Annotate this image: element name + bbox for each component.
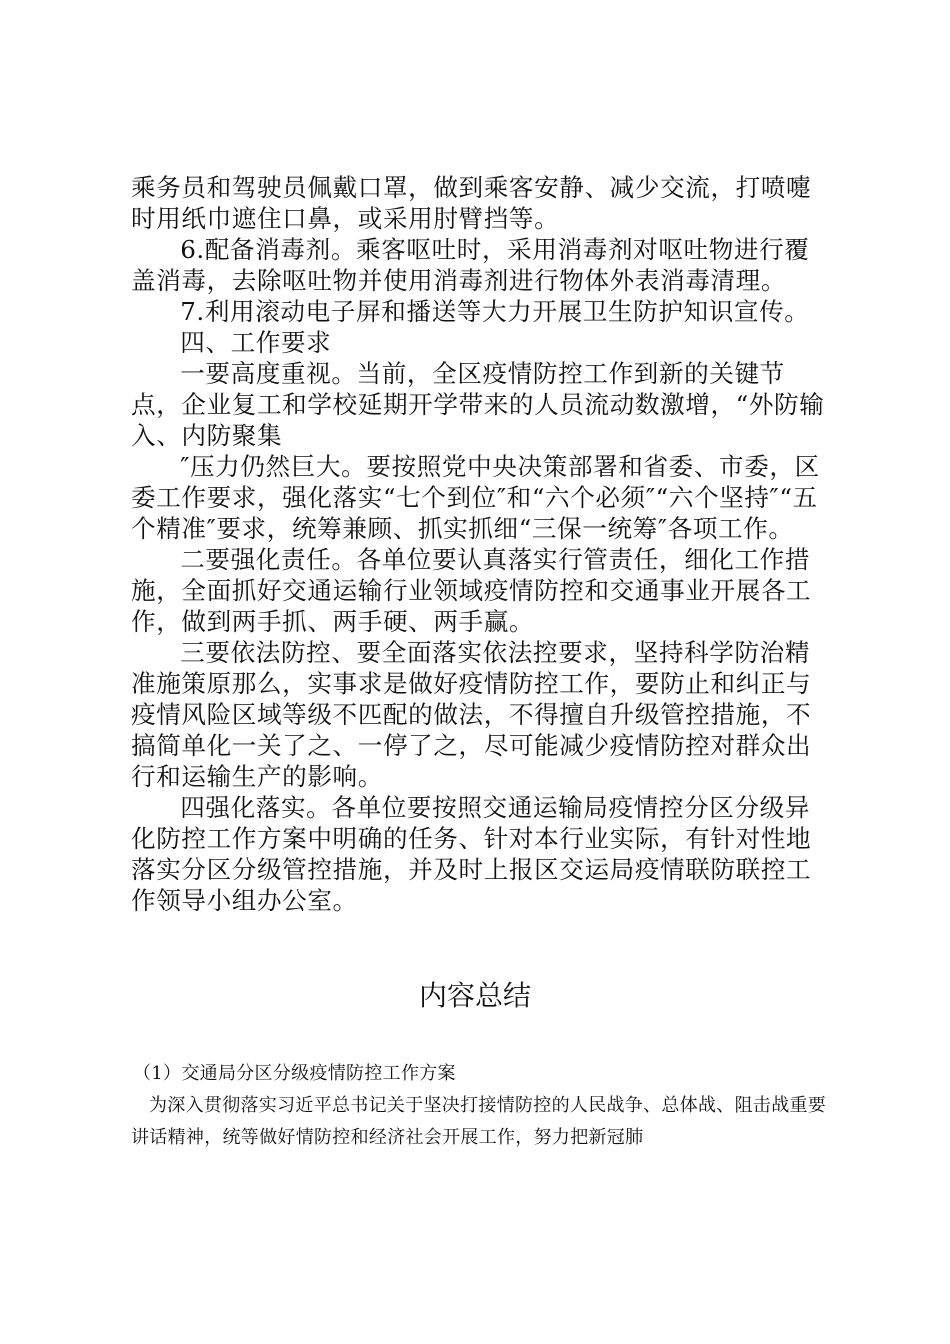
document-body [131, 172, 831, 916]
paragraph-requirement-1-cont: ″压力仍然巨大。要按照党中央决策部署和省委、市委，区委工作要求，强化落实“七个到位″和“六个必须″“六个坚持″“五个精准″要求，统筹兼顾、抓实抓细“三保一统筹″各项工作。 [131, 452, 820, 543]
paragraph-item-7: 7.利用滚动电子屏和播送等大力开展卫生防护知识宣传。 [180, 297, 810, 326]
paragraph-requirement-2: 二要强化责任。各单位要认真落实行管责任，细化工作措施，全面抓好交通运输行业领域疫情防控和交通事业开展各工作，做到两手抓、两手硬、两手赢。 [131, 545, 812, 636]
summary-subhead: （1）交通局分区分级疫情防控工作方案 [133, 1063, 456, 1084]
summary-title: 内容总结 [418, 979, 531, 1012]
paragraph-item-6: 6.配备消毒剂。乘客呕吐时，采用消毒剂对呕吐物进行覆盖消毒，去除呕吐物并使用消毒剂进行物体外表消毒清理。 [131, 235, 810, 295]
paragraph-continuation: 乘务员和驾驶员佩戴口罩，做到乘客安静、减少交流，打喷嚏时用纸巾遮住口鼻，或采用肘臂挡等。 [131, 173, 812, 233]
section-heading-requirements: 四、工作要求 [180, 328, 332, 357]
paragraph-requirement-4: 四强化落实。各单位要按照交通运输局疫情控分区分级异化防控工作方案中明确的任务、针对本行业实际，有针对性地落实分区分级管控措施，并及时上报区交运局疫情联防联控工作领导小组办公室。 [131, 793, 812, 915]
paragraph-requirement-3: 三要依法防控、要全面落实依法控要求，坚持科学防治精准施策原那么，实事求是做好疫情防控工作，要防止和纠正与疫情风险区域等级不匹配的做法，不得擅自升级管控措施，不搞简单化一关了之、一停了之，尽可能减少疫情防控对群众出行和运输生产的影响。 [131, 638, 812, 791]
summary-lead-paragraph: 为深入贯彻落实习近平总书记关于坚决打接情防控的人民战争、总体战、阻击战重要讲话精神，统等做好情防控和经济社会开展工作，努力把新冠肺 [131, 1095, 827, 1148]
summary-section [131, 1058, 831, 1154]
paragraph-requirement-1: 一要高度重视。当前，全区疫情防控工作到新的关键节点，企业复工和学校延期开学带来的人员流动数激增，“外防输入、内防聚集 [131, 359, 825, 450]
